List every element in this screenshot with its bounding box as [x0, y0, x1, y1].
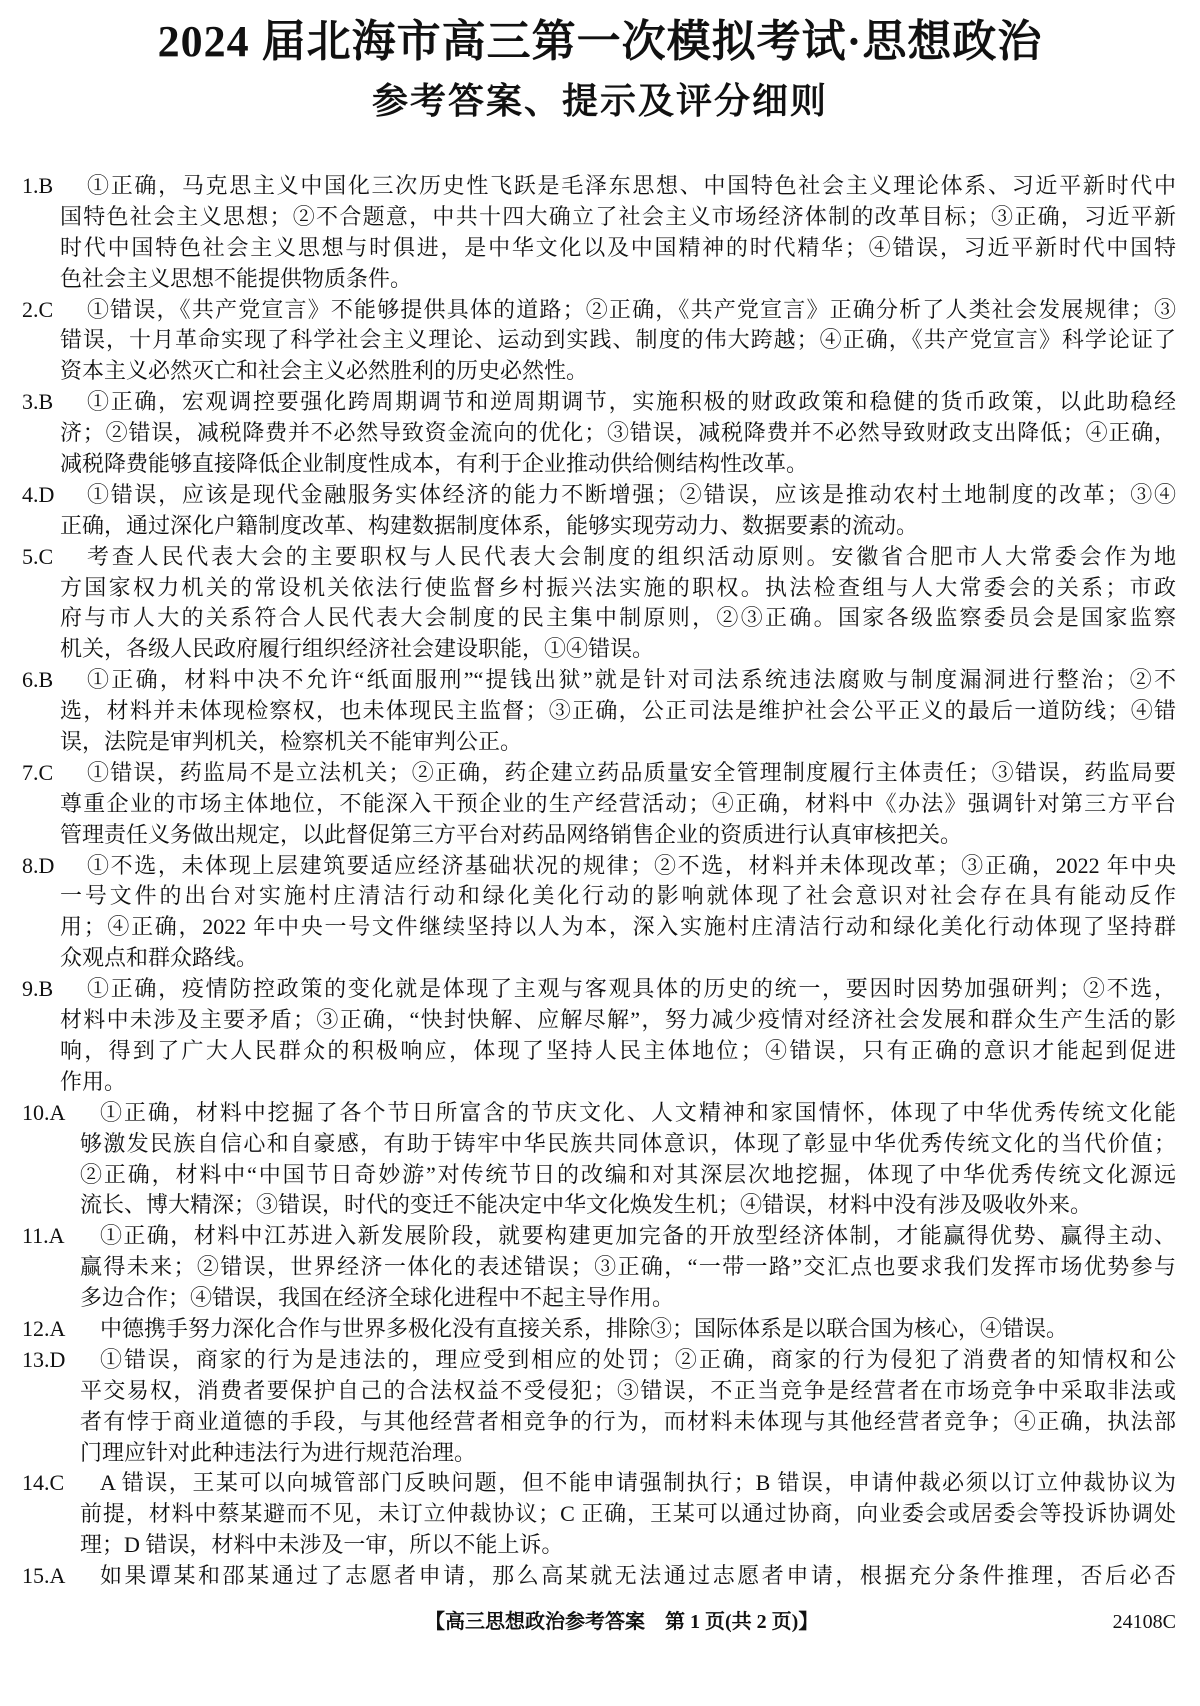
answer-item-13 [22, 1345, 1176, 1469]
answer-line [22, 1345, 1176, 1376]
answer-text: ①错误，《共产党宣言》不能够提供具体的道路；②正确，《共产党宣言》正确分析了人类社会发展规律；③ [87, 296, 1176, 322]
answer-line: 府与市人大的关系符合人民代表大会制度的民主集中制原则，②③正确。国家各级监察委员会是国家监察 [60, 605, 1176, 631]
answer-line: 尊重企业的市场主体地位，不能深入干预企业的生产经营活动；④正确，材料中《办法》强调针对第三方平台 [60, 790, 1176, 816]
answer-item-10 [22, 1098, 1176, 1222]
page-subtitle: 参考答案、提示及评分细则 [371, 81, 828, 121]
answer-label: 7.C [22, 759, 54, 785]
answer-line [22, 1098, 1176, 1129]
answer-item-12 [22, 1314, 1176, 1345]
answer-text: ①错误，药监局不是立法机关；②正确，药企建立药品质量安全管理制度履行主体责任；③错误，药监局要 [87, 759, 1176, 785]
answer-item-11 [22, 1221, 1176, 1314]
answer-line: 平交易权，消费者要保护自己的合法权益不受侵犯；③错误，不正当竞争是经营者在市场竞争中采取非法或 [80, 1377, 1176, 1403]
answer-line [22, 1468, 1176, 1499]
answer-label: 12.A [22, 1315, 66, 1341]
answer-text: ①正确，材料中江苏进入新发展阶段，就要构建更加完备的开放型经济体制，才能赢得优势、赢得主动、 [100, 1223, 1176, 1249]
answer-text: ①正确，材料中决不允许“纸面服刑”“提钱出狱”就是针对司法系统违法腐败与制度漏洞进行整治；②不 [87, 667, 1176, 693]
answer-label: 13.D [22, 1346, 66, 1372]
answer-line: 济；②错误，减税降费并不必然导致资金流向的优化；③错误，减税降费并不必然导致财政支出降低；④正确， [60, 420, 1176, 446]
answer-line: 选，材料并未体现检察权，也未体现民主监督；③正确，公正司法是维护社会公平正义的最后一道防线；④错 [60, 698, 1176, 724]
answer-text: ①正确，马克思主义中国化三次历史性飞跃是毛泽东思想、中国特色社会主义理论体系、习近平新时代中 [87, 173, 1176, 198]
answer-item-8 [22, 851, 1176, 975]
answer-text: 如果谭某和邵某通过了志愿者申请，那么高某就无法通过志愿者申请，根据充分条件推理，否后必否 [100, 1563, 1176, 1589]
answer-text: ①正确，疫情防控政策的变化就是体现了主观与客观具体的历史的统一，要因时因势加强研判；②不选， [87, 976, 1176, 1002]
answer-line: 错误，十月革命实现了科学社会主义理论、运动到实践、制度的伟大跨越；④正确，《共产党宣言》科学论证了 [60, 327, 1176, 353]
answer-line [22, 171, 1176, 202]
answer-line [22, 974, 1176, 1005]
answer-line [22, 480, 1176, 511]
answer-text: ①正确，宏观调控要强化跨周期调节和逆周期调节，实施积极的财政政策和稳健的货币政策，以此助稳经 [87, 389, 1176, 415]
answer-line [22, 758, 1176, 789]
page-title: 2024 届北海市高三第一次模拟考试·思想政治 [157, 17, 1043, 66]
answer-text: 考查人民代表大会的主要职权与人民代表大会制度的组织活动原则。安徽省合肥市人大常委会作为地 [87, 543, 1176, 569]
answer-item-2 [22, 295, 1176, 388]
answer-item-5 [22, 542, 1176, 666]
answer-line [22, 387, 1176, 418]
answer-text: A 错误，王某可以向城管部门反映问题，但不能申请强制执行；B 错误，申请仲裁必须以订立仲裁协议为 [100, 1470, 1176, 1496]
answer-line: 理；D 错误，材料中未涉及一审，所以不能上诉。 [80, 1532, 564, 1558]
answer-text: ①错误，应该是现代金融服务实体经济的能力不断增强；②错误，应该是推动农村土地制度的改革；③④ [87, 481, 1176, 507]
answer-item-6 [22, 665, 1176, 758]
answer-line: ②正确，材料中“中国节日奇妙游”对传统节日的改编和对其深层次地挖掘，体现了中华优秀传统文化源远 [80, 1161, 1176, 1187]
answer-line: 色社会主义思想不能提供物质条件。 [60, 265, 413, 291]
answer-line [22, 1314, 1176, 1345]
answer-line [22, 851, 1176, 882]
answer-text: 中德携手努力深化合作与世界多极化没有直接关系，排除③；国际体系是以联合国为核心，④错误。 [100, 1315, 1069, 1341]
answer-label: 2.C [22, 296, 54, 322]
answer-line: 资本主义必然灭亡和社会主义必然胜利的历史必然性。 [60, 358, 589, 384]
answer-line [22, 1561, 1176, 1592]
answer-label: 3.B [22, 389, 54, 415]
footer-document-code: 24108C [1112, 1611, 1176, 1633]
answer-item-1 [22, 171, 1176, 295]
answer-line: 众观点和群众路线。 [60, 945, 259, 971]
answer-label: 14.C [22, 1470, 65, 1496]
answer-label: 10.A [22, 1099, 66, 1125]
answer-line: 用；④正确，2022 年中央一号文件继续坚持以人为本，深入实施村庄清洁行动和绿化美化行动体现了坚持群 [60, 914, 1176, 940]
answer-line: 正确，通过深化户籍制度改革、构建数据制度体系，能够实现劳动力、数据要素的流动。 [60, 512, 919, 538]
answer-label: 1.B [22, 173, 54, 198]
answer-line: 流长、博大精深；③错误，时代的变迁不能决定中华文化焕发生机；④错误，材料中没有涉及吸收外来。 [80, 1192, 1093, 1218]
answer-label: 11.A [22, 1223, 65, 1249]
answer-line [22, 542, 1176, 573]
answer-line: 多边合作；④错误，我国在经济全球化进程中不起主导作用。 [80, 1285, 675, 1311]
answer-text: ①正确，材料中挖掘了各个节日所富含的节庆文化、人文精神和家国情怀，体现了中华优秀传统文化能 [100, 1099, 1176, 1125]
answer-label: 6.B [22, 667, 54, 693]
answer-line: 者有悖于商业道德的手段，与其他经营者相竞争的行为，而材料未体现与其他经营者竞争；④正确，执法部 [80, 1408, 1176, 1434]
answer-label: 9.B [22, 976, 54, 1002]
answer-line [22, 665, 1176, 696]
footer-page-label: 【高三思想政治参考答案 第 1 页(共 2 页)】 [425, 1611, 819, 1633]
answer-line: 管理责任义务做出规定，以此督促第三方平台对药品网络销售企业的资质进行认真审核把关。 [60, 821, 963, 847]
answer-line [22, 1221, 1176, 1252]
answer-line: 误，法院是审判机关，检察机关不能审判公正。 [60, 729, 523, 755]
answer-label: 4.D [22, 481, 55, 507]
answer-list [22, 171, 1176, 1592]
answer-line: 方国家权力机关的常设机关依法行使监督乡村振兴法实施的职权。执法检查组与人大常委会的关系；市政 [60, 574, 1176, 600]
answer-line: 响，得到了广大人民群众的积极响应，体现了坚持人民主体地位；④错误，只有正确的意识才能起到促进 [60, 1037, 1176, 1063]
answer-item-15 [22, 1561, 1176, 1592]
answer-line: 门理应针对此种违法行为进行规范治理。 [80, 1439, 477, 1465]
answer-line: 减税降费能够直接降低企业制度性成本，有利于企业推动供给侧结构性改革。 [60, 451, 809, 477]
answer-line: 一号文件的出台对实施村庄清洁行动和绿化美化行动的影响就体现了社会意识对社会存在具有能动反作 [60, 883, 1176, 909]
answer-text: ①错误，商家的行为是违法的，理应受到相应的处罚；②正确，商家的行为侵犯了消费者的知情权和公 [100, 1346, 1176, 1372]
answer-item-14 [22, 1468, 1176, 1561]
answer-text: ①不选，未体现上层建筑要适应经济基础状况的规律；②不选，材料并未体现改革；③正确，2022 年中央 [87, 852, 1176, 878]
answer-item-4 [22, 480, 1176, 542]
answer-line: 赢得未来；②错误，世界经济一体化的表述错误；③正确，“一带一路”交汇点也要求我们发挥市场优势参与 [80, 1254, 1176, 1280]
answer-line: 国特色社会主义思想；②不合题意，中共十四大确立了社会主义市场经济体制的改革目标；③正确，习近平新 [60, 203, 1176, 229]
answer-line: 时代中国特色社会主义思想与时俱进，是中华文化以及中国精神的时代精华；④错误，习近平新时代中国特 [60, 234, 1176, 260]
answer-line [22, 295, 1176, 326]
answer-line: 前提，材料中蔡某避而不见，未订立仲裁协议；C 正确，王某可以通过协商，向业委会或居委会等投诉协调处 [80, 1501, 1176, 1527]
answer-line: 作用。 [60, 1068, 127, 1094]
answer-line: 机关，各级人民政府履行组织经济社会建设职能，①④错误。 [60, 636, 655, 662]
answer-label: 8.D [22, 852, 55, 878]
answer-line: 够激发民族自信心和自豪感，有助于铸牢中华民族共同体意识，体现了彰显中华优秀传统文化的当代价值； [80, 1130, 1176, 1156]
answer-item-7 [22, 758, 1176, 851]
answer-label: 15.A [22, 1563, 66, 1589]
answer-item-9 [22, 974, 1176, 1098]
answer-label: 5.C [22, 543, 54, 569]
answer-item-3 [22, 387, 1176, 480]
answer-line: 材料中未涉及主要矛盾；③正确，“快封快解、应解尽解”，努力减少疫情对经济社会发展和群众生产生活的影 [60, 1007, 1176, 1033]
